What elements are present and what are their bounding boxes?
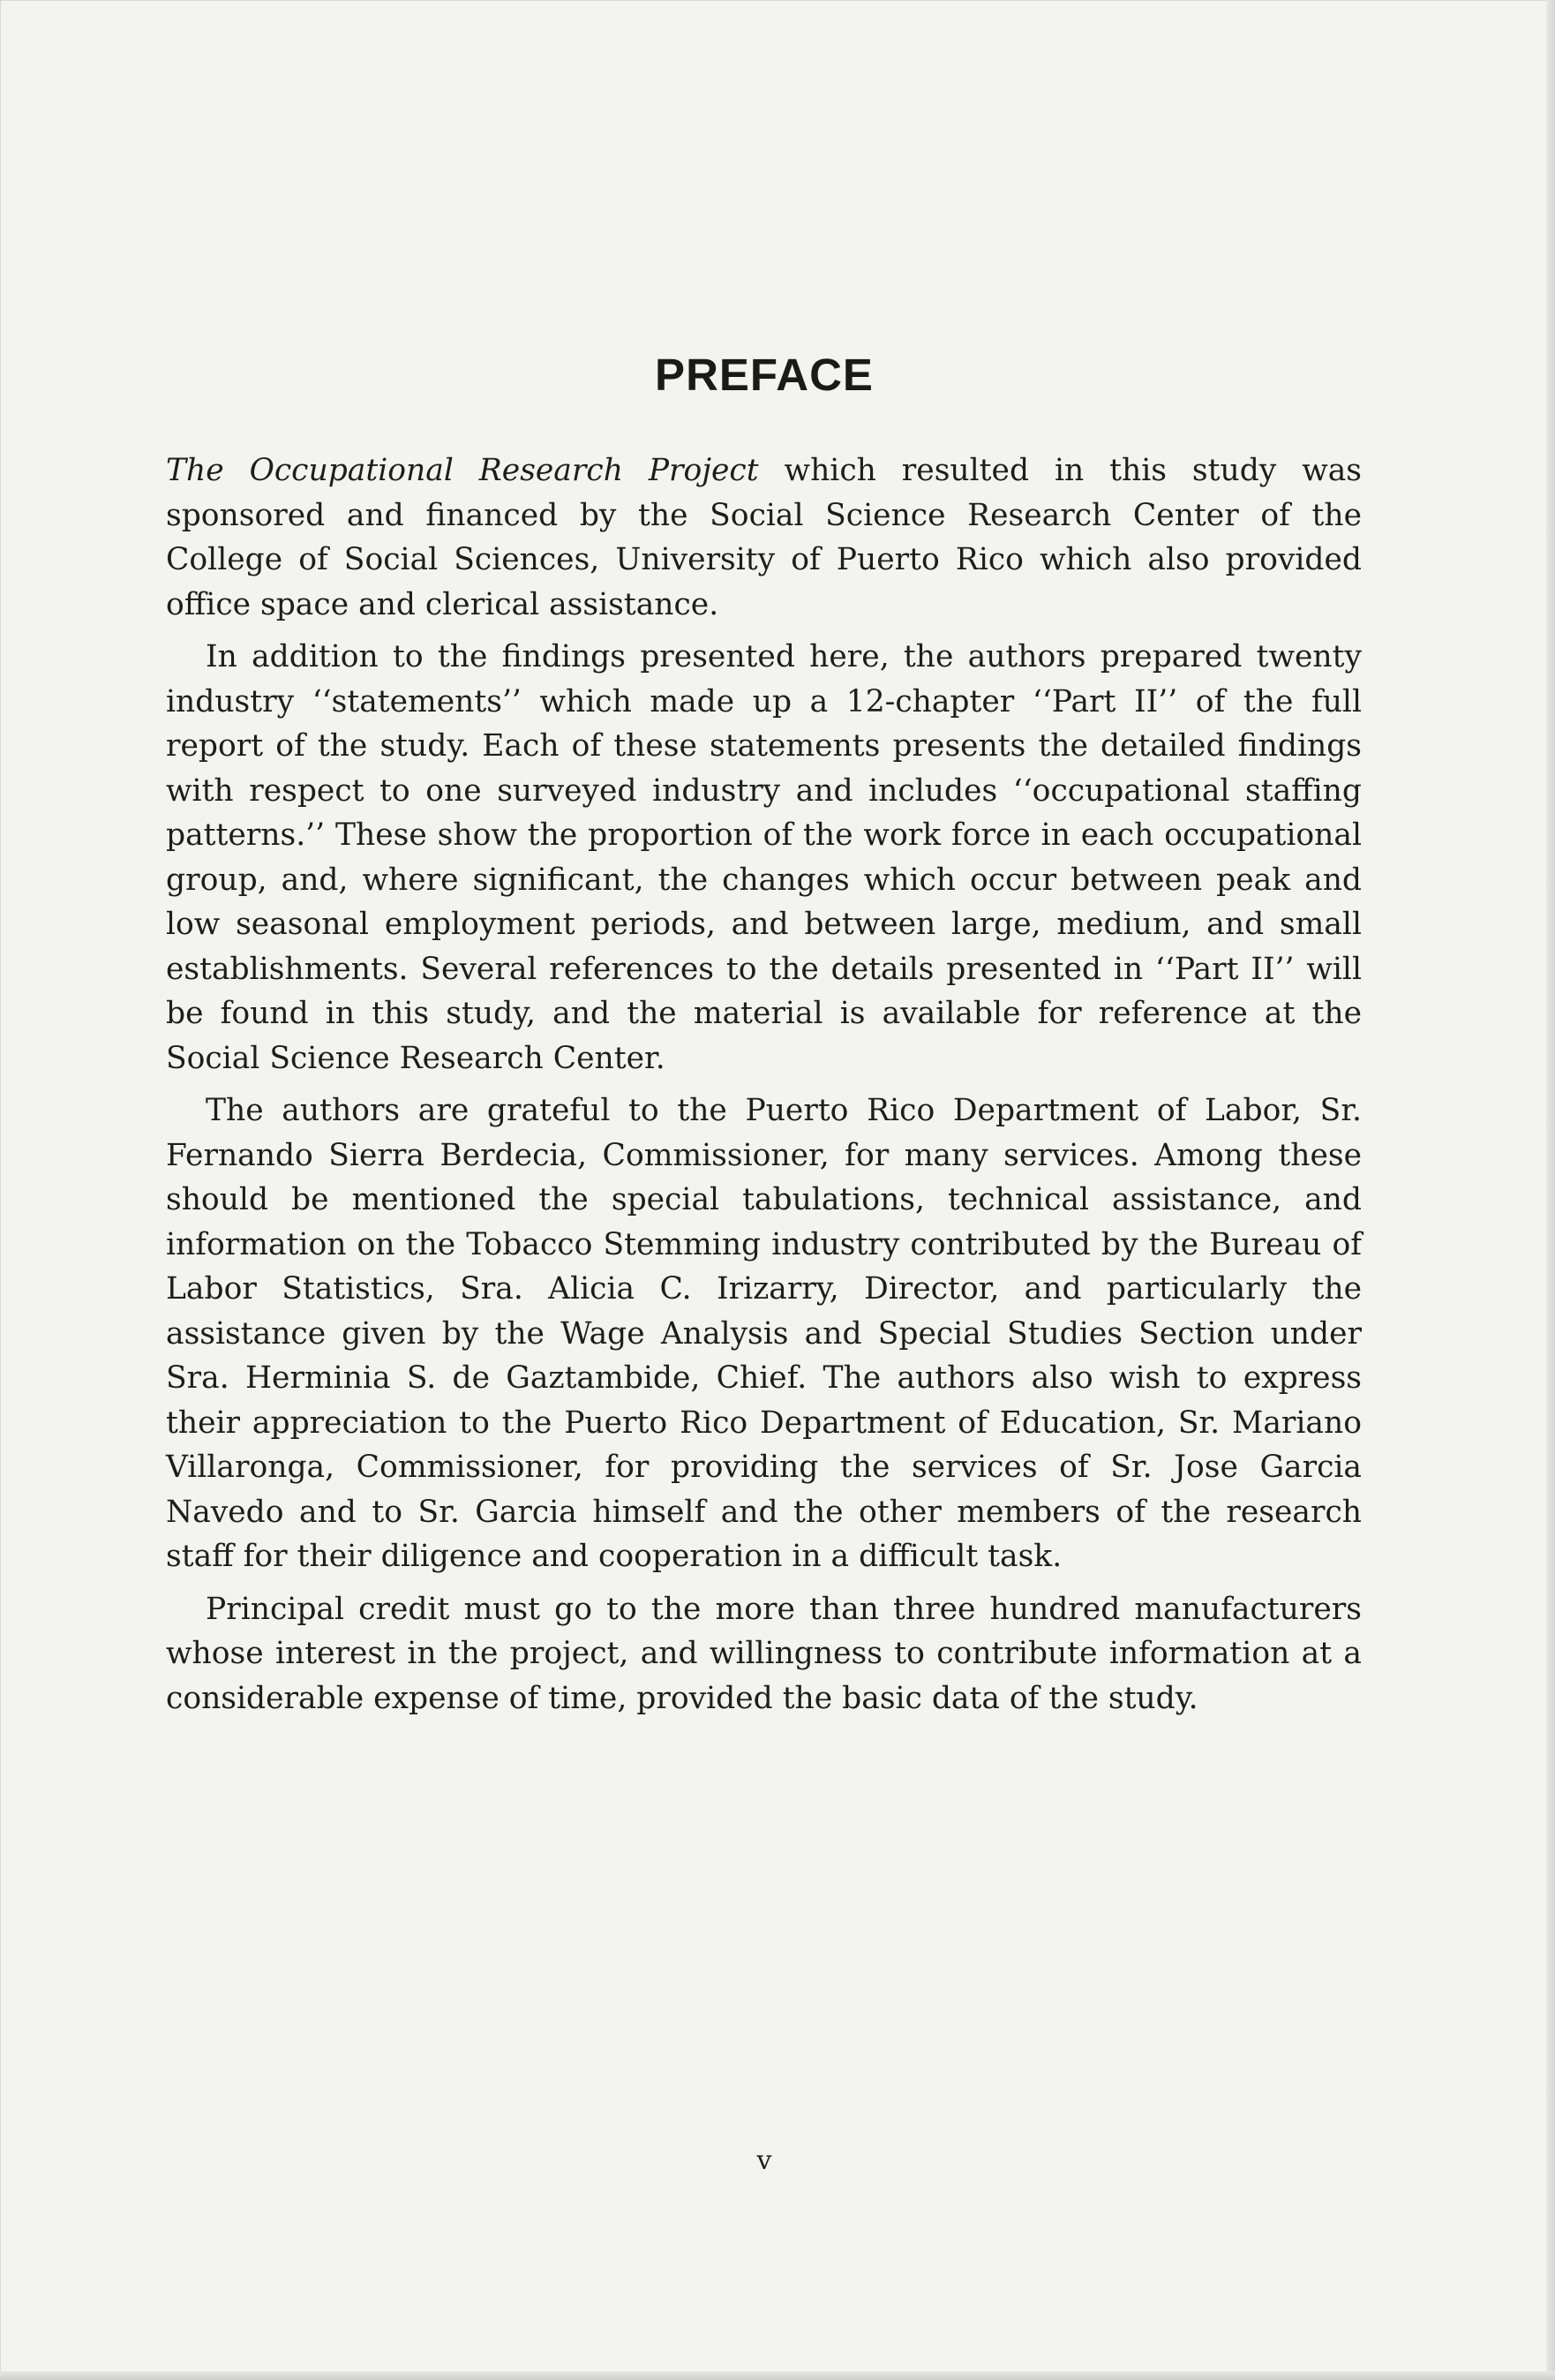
page-number: v [756,2145,772,2176]
preface-body [166,448,1362,1729]
page-right-edge [1546,0,1555,2380]
paragraph-4: Principal credit must go to the more than three hundred manufacturers whose interest in the project, and willingness to contribute information at a considerable expense of time, provided the basic data of the study. [166,1591,1362,1716]
paragraph-3: The authors are grateful to the Puerto Rico Department of Labor, Sr. Fernando Sierra Berdecia, Commissioner, for many services. Among these should be mentioned the special tabulations, technical assistance, and information on the Tobacco Stemming industry contributed by the Bureau of Labor Statistics, Sra. Alicia C. Irizarry, Director, and particularly the assistance given by the Wage Analysis and Special Studies Section under Sra. Herminia S. de Gaztambide, Chief. The authors also wish to express their appreciation to the Puerto Rico Department of Education, Sr. Mariano Villaronga, Commissioner, for providing the services of Sr. Jose Garcia Navedo and to Sr. Garcia himself and the other members of the research staff for their diligence and cooperation in a difficult task. [166,1093,1362,1574]
page-bottom-edge [0,2371,1555,2380]
paragraph-1 [166,448,1362,627]
paragraph-1-text: which resulted in this study was sponsored and financed by the Social Science Research Center of the College of Social Sciences, University of Puerto Rico which also provided office space and clerical assistance. [166,453,1362,622]
page-title: PREFACE [655,350,874,400]
project-name-italic: The Occupational Research Project [166,453,759,488]
paragraph-2: In addition to the findings presented here, the authors prepared twenty industry ‘‘statements’’ which made up a 12-chapter ‘‘Part II’’ of the full report of the study. Each of these statements presents the detailed findings with respect to one surveyed industry and includes ‘‘occupational staffing patterns.’’ These show the proportion of the work force in each occupational group, and, where significant, the changes which occur between peak and low seasonal employment periods, and between large, medium, and small establishments. Several references to the details presented in ‘‘Part II’’ will be found in this study, and the material is available for reference at the Social Science Research Center. [166,639,1362,1076]
